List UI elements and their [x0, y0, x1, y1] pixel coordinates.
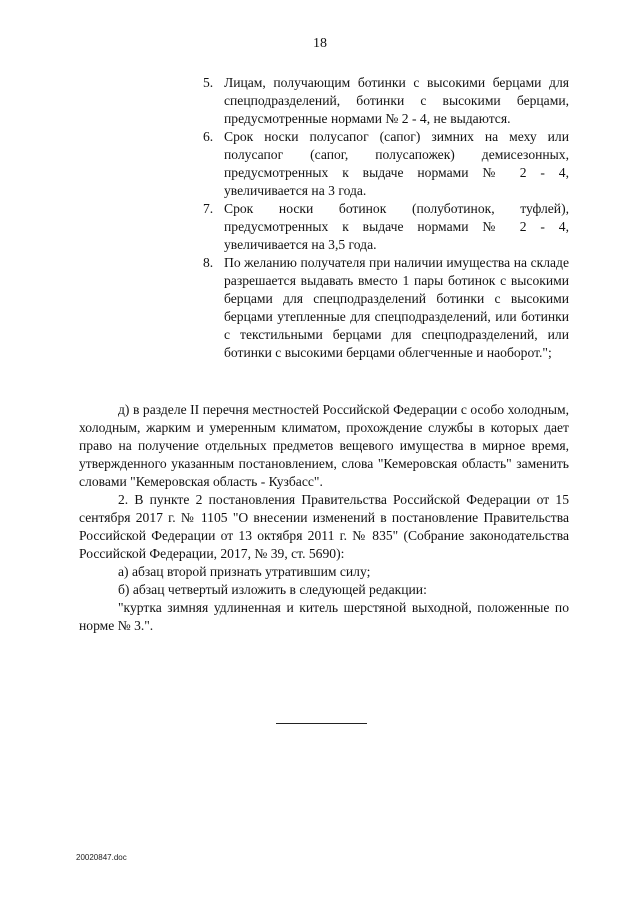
- paragraph-a: а) абзац второй признать утратившим силу;: [118, 564, 371, 579]
- list-item-number: 5.: [203, 75, 214, 90]
- paragraph-b: б) абзац четвертый изложить в следующей редакции:: [118, 582, 427, 597]
- paragraph-d: д) в разделе II перечня местностей Российской Федерации с особо холодным, холодным, жарким и умеренным климатом, прохождение службы в которых дает право на получение отдельных предметов вещевого имущества в мирное время, утвержденного указанным постановлением, слова "Кемеровская область" заменить словами "Кемеровская область - Кузбасс".: [79, 402, 569, 489]
- list-item-text: По желанию получателя при наличии имущества на складе разрешается выдавать вместо 1 пары ботинок с высокими берцами для спецподразделений ботинки с высокими берцами утепленные для спецподразделений, или ботинки с текстильными берцами для спецподразделений, или ботинки с высокими берцами облегченные и наоборот.";: [224, 255, 569, 360]
- list-item-text: Срок носки ботинок (полуботинок, туфлей), предусмотренных к выдаче нормами № 2 - 4, увеличивается на 3,5 года.: [224, 201, 569, 252]
- list-item-number: 6.: [203, 129, 214, 144]
- file-name-footer: 20020847.doc: [76, 853, 127, 862]
- page-number: 18: [313, 36, 327, 51]
- list-item-8: [203, 254, 569, 362]
- paragraph-quote: "куртка зимняя удлиненная и китель шерстяной выходной, положенные по норме № 3.".: [79, 600, 569, 633]
- list-item-5: [203, 74, 569, 128]
- body-text: [79, 401, 569, 635]
- separator-line: [276, 723, 367, 724]
- list-item-7: [203, 200, 569, 254]
- list-item-number: 8.: [203, 255, 214, 270]
- list-item-text: Срок носки полусапог (сапог) зимних на меху или полусапог (сапог, полусапожек) демисезонных, предусмотренных к выдаче нормами № 2 - 4, увеличивается на 3 года.: [224, 129, 569, 198]
- list-item-6: [203, 128, 569, 200]
- list-item-text: Лицам, получающим ботинки с высокими берцами для спецподразделений, ботинки с высокими берцами, предусмотренные нормами № 2 - 4, не выдаются.: [224, 75, 569, 126]
- list-item-number: 7.: [203, 201, 214, 216]
- numbered-list: [203, 74, 569, 362]
- paragraph-2: 2. В пункте 2 постановления Правительства Российской Федерации от 15 сентября 2017 г. № 1105 "О внесении изменений в постановление Правительства Российской Федерации от 13 октября 2011 г. № 835" (Собрание законодательства Российской Федерации, 2017, № 39, ст. 5690):: [79, 492, 569, 561]
